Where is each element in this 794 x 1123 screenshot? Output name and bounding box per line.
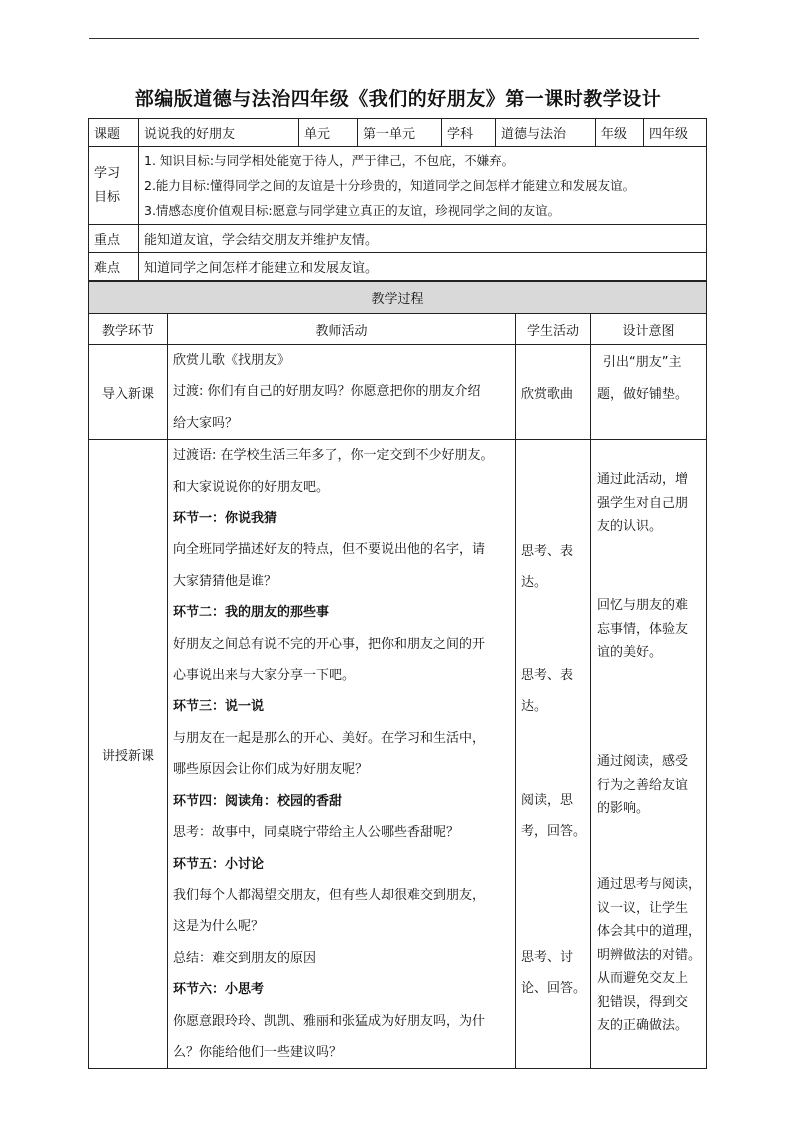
process-banner: 教学过程: [89, 282, 707, 314]
subject-label: 学科: [442, 119, 496, 147]
header-teacher: 教师活动: [168, 314, 516, 345]
intro-teacher-activity: [168, 345, 516, 440]
student-activity-line: 论、回答。: [521, 981, 587, 997]
intro-design-intent: [591, 345, 707, 440]
design-intent-line: 回忆与朋友的难: [597, 598, 689, 614]
student-activity-block: [521, 660, 573, 722]
objectives-label-line1: 学习: [94, 165, 121, 181]
teacher-line: 哪些原因会让你们成为好朋友呢？: [173, 762, 369, 778]
design-intent-block: [597, 873, 701, 1038]
student-activity-block: [521, 785, 586, 847]
design-intent-line: 通过思考与阅读，: [597, 877, 702, 893]
intent-line: 题，做好铺垫。: [597, 387, 689, 402]
objective-item: 1. 知识目标:与同学相处能宽于待人，严于律己，不包庇，不嫌弃。: [144, 153, 515, 168]
teacher-line: 好朋友之间总有说不完的开心事，把你和朋友之间的开: [173, 636, 486, 652]
teaching-process-table: [88, 281, 707, 1069]
intro-student-activity: 欣赏歌曲: [516, 345, 591, 440]
design-intent-block: [597, 750, 688, 821]
main-student-activity: [516, 440, 591, 1069]
teacher-line: 给大家吗？: [173, 415, 239, 431]
header-intent: 设计意图: [591, 314, 707, 345]
step-heading: 环节二：我的朋友的那些事: [173, 605, 330, 621]
main-design-intent: [591, 440, 707, 1069]
lesson-info-table: [88, 118, 707, 281]
step-heading: 环节一：你说我猜: [173, 511, 278, 527]
design-intent-line: 强学生对自己朋: [597, 495, 689, 511]
document-title: 部编版道德与法治四年级《我们的好朋友》第一课时教学设计: [134, 88, 662, 110]
grade-label: 年级: [596, 119, 644, 147]
design-intent-block: [597, 468, 688, 539]
objective-item: 2.能力目标:懂得同学之间的友谊是十分珍贵的，知道同学之间怎样才能建立和发展友谊。: [144, 178, 636, 193]
key-point-label: 重点: [89, 225, 139, 253]
teacher-line: 过渡: 你们有自己的好朋友吗？你愿意把你的朋友介绍: [173, 384, 481, 400]
topic-label: 课题: [89, 119, 139, 147]
difficulty-value: 知道同学之间怎样才能建立和发展友谊。: [139, 253, 707, 281]
topic-value: 说说我的好朋友: [139, 119, 299, 147]
main-teacher-activity: [168, 440, 516, 1069]
step-heading: 环节六：小思考: [173, 982, 265, 998]
step-heading: 环节四：阅读角：校园的香甜: [173, 793, 343, 809]
student-activity-line: 考，回答。: [521, 824, 587, 840]
student-activity-line: 达。: [521, 575, 548, 591]
design-intent-line: 的影响。: [597, 801, 650, 817]
objectives-label: [89, 147, 139, 225]
step-heading: 环节五：小讨论: [173, 856, 265, 872]
intent-line: 引出“朋友”主: [603, 355, 682, 370]
design-intent-line: 谊的美好。: [597, 645, 663, 661]
objective-item: 3.情感态度价值观目标:愿意与同学建立真正的友谊，珍视同学之间的友谊。: [144, 203, 561, 218]
student-activity-line: 思考、讨: [521, 950, 574, 966]
teacher-line: 欣赏儿歌《找朋友》: [173, 353, 291, 368]
design-intent-line: 明辨做法的对错。: [597, 947, 702, 963]
student-activity-line: 思考、表: [521, 544, 574, 560]
grade-value: 四年级: [644, 119, 707, 147]
student-activity-block: [521, 942, 586, 1004]
key-point-value: 能知道友谊，学会结交朋友并维护友情。: [139, 225, 707, 253]
header-student: 学生活动: [516, 314, 591, 345]
subject-value: 道德与法治: [496, 119, 596, 147]
teacher-line: 和大家说说你的好朋友吧。: [173, 479, 330, 495]
design-intent-line: 议一议，让学生: [597, 900, 689, 916]
top-rule: [89, 38, 699, 39]
main-stage: 讲授新课: [89, 440, 168, 1069]
design-intent-line: 通过阅读，感受: [597, 754, 689, 770]
student-activity-line: 思考、表: [521, 668, 574, 684]
header-stage: 教学环节: [89, 314, 168, 345]
teacher-line: 向全班同学描述好友的特点，但不要说出他的名字，请: [173, 542, 486, 558]
teacher-line: 么？你能给他们一些建议吗？: [173, 1044, 343, 1060]
design-intent-line: 从而避免交友上: [597, 971, 689, 987]
design-intent-line: 友的认识。: [597, 519, 663, 535]
design-intent-line: 友的正确做法。: [597, 1018, 689, 1034]
difficulty-label: 难点: [89, 253, 139, 281]
unit-label: 单元: [299, 119, 358, 147]
intro-stage: 导入新课: [89, 345, 168, 440]
design-intent-block: [597, 594, 688, 665]
step-heading: 环节三：说一说: [173, 699, 265, 715]
student-activity-line: 达。: [521, 699, 548, 715]
student-activity-block: [521, 536, 573, 598]
teacher-line: 与朋友在一起是那么的开心、美好。在学习和生活中，: [173, 730, 486, 746]
design-intent-line: 忘事情，体验友: [597, 621, 689, 637]
design-intent-line: 体会其中的道理，: [597, 924, 702, 940]
objectives-list: [139, 147, 707, 225]
design-intent-line: 犯错误，得到交: [597, 994, 689, 1010]
design-intent-line: 通过此活动，增: [597, 472, 689, 488]
teacher-line: 过渡语: 在学校生活三年多了，你一定交到不少好朋友。: [173, 448, 494, 464]
objectives-label-line2: 目标: [94, 189, 121, 205]
unit-value: 第一单元: [358, 119, 442, 147]
teacher-line: 大家猜猜他是谁？: [173, 573, 278, 589]
student-activity-line: 阅读，思: [521, 793, 574, 809]
teacher-line: 思考：故事中，同桌晓宁带给主人公哪些香甜呢？: [173, 825, 460, 841]
teacher-line: 这是为什么呢？: [173, 919, 265, 935]
design-intent-line: 行为之善给友谊: [597, 777, 689, 793]
teacher-line: 我们每个人都渴望交朋友，但有些人却很难交到朋友，: [173, 887, 486, 903]
teacher-line: 你愿意跟玲玲、凯凯、雅丽和张猛成为好朋友吗，为什: [173, 1013, 486, 1029]
teacher-line: 心事说出来与大家分享一下吧。: [173, 668, 356, 684]
teacher-line: 总结：难交到朋友的原因: [173, 950, 317, 966]
